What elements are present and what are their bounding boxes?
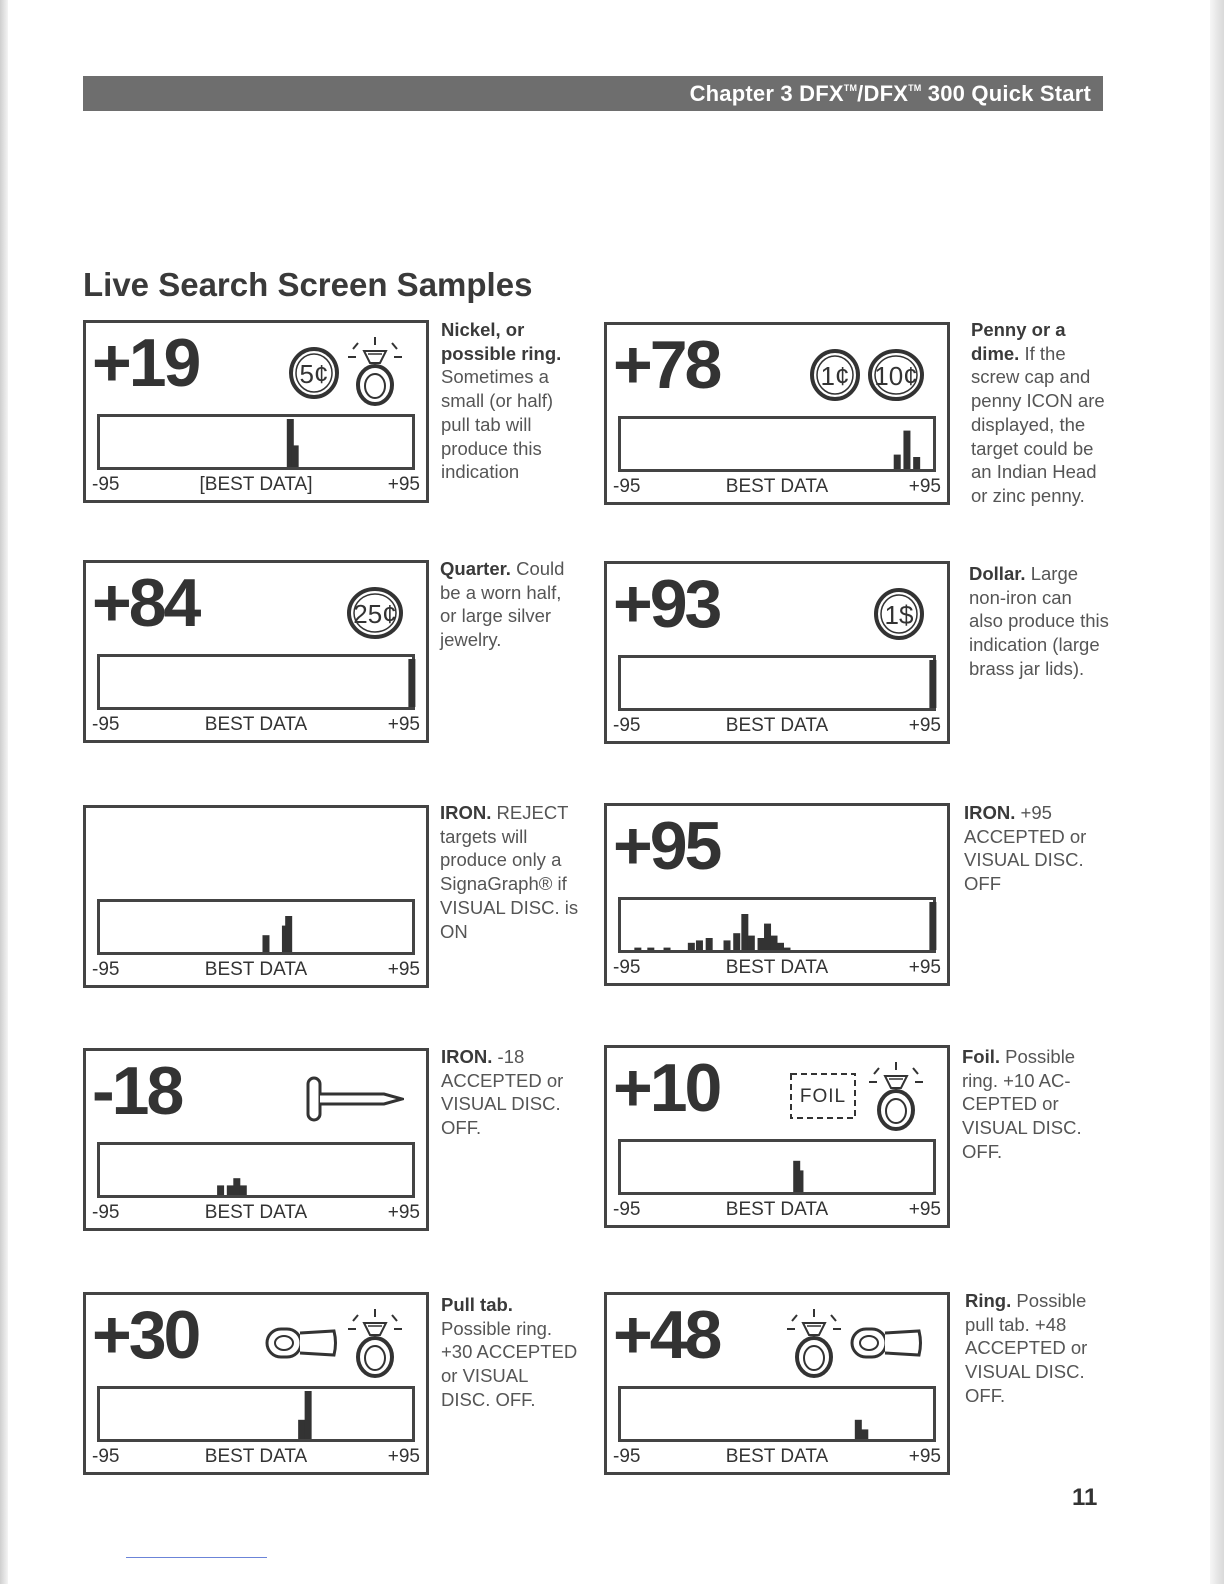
signagraph [97,1142,415,1198]
foil-icon [785,1068,861,1129]
signagraph-bar [861,1429,868,1439]
signagraph-bar [758,938,765,950]
signagraph-bar [733,933,740,950]
sample-caption [441,1293,581,1412]
caption-title: Penny or a dime. [971,319,1066,364]
scale-label: BEST DATA [725,957,829,978]
signagraph-bar [696,940,703,950]
scale-min: -95 [92,1202,120,1223]
sample-caption [971,318,1111,508]
penny-1c-icon [809,345,861,406]
caption-title: Ring. [965,1290,1012,1311]
signagraph-bar [929,902,936,950]
svg-text:10¢: 10¢ [874,360,918,391]
scale-row [86,1202,426,1224]
sample-caption [440,801,580,943]
caption-text: -18 ACCEPTED or VISUAL DISC. OFF. [441,1046,564,1139]
target-id-reading: +48 [613,1297,720,1373]
caption-text: Large non-iron can also produce this indication (large brass jar lids). [969,563,1109,679]
target-icons [873,574,925,654]
caption-title: Pull tab. [441,1294,513,1315]
lcd-screen-sample [83,320,429,503]
sample-caption [440,557,580,652]
scale-max: +95 [387,1202,420,1223]
scale-row [86,474,426,496]
scale-max: +95 [387,959,420,980]
lcd-screen-sample [604,561,950,744]
nail-icon [304,1074,404,1129]
target-id-reading: +19 [92,325,199,401]
signagraph-bar [262,935,269,952]
page-shadow-left [0,0,8,1584]
signagraph [97,1386,415,1442]
signagraph [618,1139,936,1195]
caption-title: Dollar. [969,563,1026,584]
scale-label: BEST DATA [725,476,829,497]
signagraph-bar [292,445,299,467]
scale-max: +95 [387,1446,420,1467]
scale-row [607,476,947,498]
target-id-reading: +84 [92,565,199,641]
scale-min: -95 [613,957,641,978]
scale-max: +95 [908,1446,941,1467]
scale-label: BEST DATA [204,1446,308,1467]
sample-caption [969,562,1109,681]
footnote-rule [126,1557,267,1558]
svg-text:1¢: 1¢ [820,360,850,391]
target-icons [346,573,404,653]
lcd-screen-sample [604,322,950,505]
target-icons [304,1061,404,1141]
ring-icon [867,1058,925,1139]
target-id-reading: +95 [613,808,720,884]
scale-min: -95 [613,1199,641,1220]
chapter-header-bar [83,76,1103,111]
scale-row [86,714,426,736]
signagraph-bar [217,1185,224,1195]
scale-row [607,715,947,737]
signagraph-bar [298,1420,305,1439]
scale-min: -95 [92,1446,120,1467]
scale-label: [BEST DATA] [199,474,313,495]
target-id-reading: +93 [613,566,720,642]
scale-row [86,959,426,981]
caption-title: Quarter. [440,558,511,579]
sample-caption [962,1045,1102,1164]
scale-max: +95 [908,1199,941,1220]
lcd-screen-sample [83,1292,429,1475]
scale-label: BEST DATA [204,1202,308,1223]
scale-min: -95 [613,715,641,736]
section-title: Live Search Screen Samples [83,266,533,303]
page-shadow-right [1210,0,1224,1584]
target-icons [288,333,404,413]
caption-text: REJECT targets will produce only a SignaGraph® if VISUAL DISC. is ON [440,802,579,942]
ring-icon [785,1305,843,1386]
signagraph-bar [408,659,415,707]
scale-label: BEST DATA [204,959,308,980]
page-number: 11 [1072,1484,1098,1511]
lcd-screen-sample [604,1045,950,1228]
caption-text: Possible ring. +10 AC-CEPTED or VISUAL DISC. OFF. [962,1046,1082,1162]
ring-icon [346,333,404,414]
lcd-screen-sample [604,1292,950,1475]
target-icons [785,1305,925,1385]
signagraph-bar [664,948,671,950]
signagraph-bar [929,660,936,708]
caption-title: Nickel, or possible ring. [441,319,562,364]
scale-min: -95 [92,474,120,495]
sample-caption [441,1045,581,1140]
lcd-screen-sample [604,803,950,986]
target-icons [785,1058,925,1138]
signagraph-bar [855,1420,862,1439]
lcd-screen-sample [83,805,429,988]
target-icons [264,1305,404,1385]
signagraph-bar [796,1170,803,1192]
signagraph [97,899,415,955]
svg-text:5¢: 5¢ [299,358,329,389]
caption-text: Could be a worn half, or large silver jewelry. [440,558,565,651]
scale-max: +95 [387,474,420,495]
signagraph-bar [771,936,778,950]
caption-text: Possible ring. +30 ACCEPTED or VISUAL DISC. OFF. [441,1317,578,1410]
scale-label: BEST DATA [725,1199,829,1220]
lcd-screen-sample [83,560,429,743]
scale-max: +95 [908,476,941,497]
caption-title: Foil. [962,1046,1001,1067]
scale-label: BEST DATA [725,715,829,736]
signagraph [97,654,415,710]
svg-text:FOIL: FOIL [799,1085,847,1107]
signagraph [618,897,936,953]
signagraph-bar [240,1185,247,1195]
caption-text: Sometimes a small (or half) pull tab will produce this indication [441,366,554,483]
scale-min: -95 [92,959,120,980]
pull-tab-icon [264,1321,340,1370]
signagraph-bar [706,938,713,950]
signagraph-bar [894,455,901,469]
signagraph-bar [741,914,748,950]
quarter-25c-icon [346,583,404,644]
target-id-reading: +10 [613,1050,720,1126]
signagraph-bar [724,940,731,950]
scale-max: +95 [387,714,420,735]
ring-icon [346,1305,404,1386]
caption-text: +95 ACCEPTED or VISUAL DISC. OFF [964,802,1087,895]
signagraph-bar [233,1178,240,1195]
scale-row [86,1446,426,1468]
dime-10c-icon [867,345,925,406]
scale-label: BEST DATA [204,714,308,735]
dollar-1s-icon [873,584,925,645]
signagraph-bar [305,1391,312,1439]
nickel-5c-icon [288,343,340,404]
scale-row [607,1199,947,1221]
signagraph [618,416,936,472]
signagraph-bar [285,916,292,952]
scale-row [607,1446,947,1468]
signagraph-bar [903,431,910,469]
signagraph-bar [764,924,771,950]
signagraph-bar [634,948,641,950]
scale-max: +95 [908,715,941,736]
signagraph-bar [227,1185,234,1195]
chapter-header-title: Chapter 3 DFX™/DFX™ 300 Quick Start [689,81,1091,106]
caption-text: Possible pull tab. +48 ACCEPTED or VISUAL DISC. OFF. [965,1290,1088,1406]
scale-label: BEST DATA [725,1446,829,1467]
svg-text:25¢: 25¢ [353,598,397,629]
signagraph-bar [748,936,755,950]
scale-min: -95 [92,714,120,735]
pull-tab-icon [849,1321,925,1370]
signagraph-bar [777,943,784,950]
signagraph [618,1386,936,1442]
sample-caption [964,801,1104,896]
signagraph-bar [913,457,920,469]
target-id-reading: -18 [92,1053,182,1129]
caption-title: IRON. [964,802,1016,823]
target-id-reading: +78 [613,327,720,403]
scale-min: -95 [613,476,641,497]
lcd-screen-sample [83,1048,429,1231]
sample-caption [965,1289,1105,1408]
scale-min: -95 [613,1446,641,1467]
target-id-reading: +30 [92,1297,199,1373]
signagraph-bar [688,943,695,950]
caption-text: If the screw cap and penny ICON are displayed, the target could be an Indian Head or zinc penny. [971,342,1105,506]
signagraph-bar [783,948,790,950]
scale-row [607,957,947,979]
signagraph [618,655,936,711]
signagraph-bar [647,948,654,950]
scale-max: +95 [908,957,941,978]
signagraph [97,414,415,470]
caption-title: IRON. [441,1046,493,1067]
sample-caption [441,318,581,484]
caption-title: IRON. [440,802,492,823]
target-icons [809,335,925,415]
svg-text:1$: 1$ [884,599,914,630]
